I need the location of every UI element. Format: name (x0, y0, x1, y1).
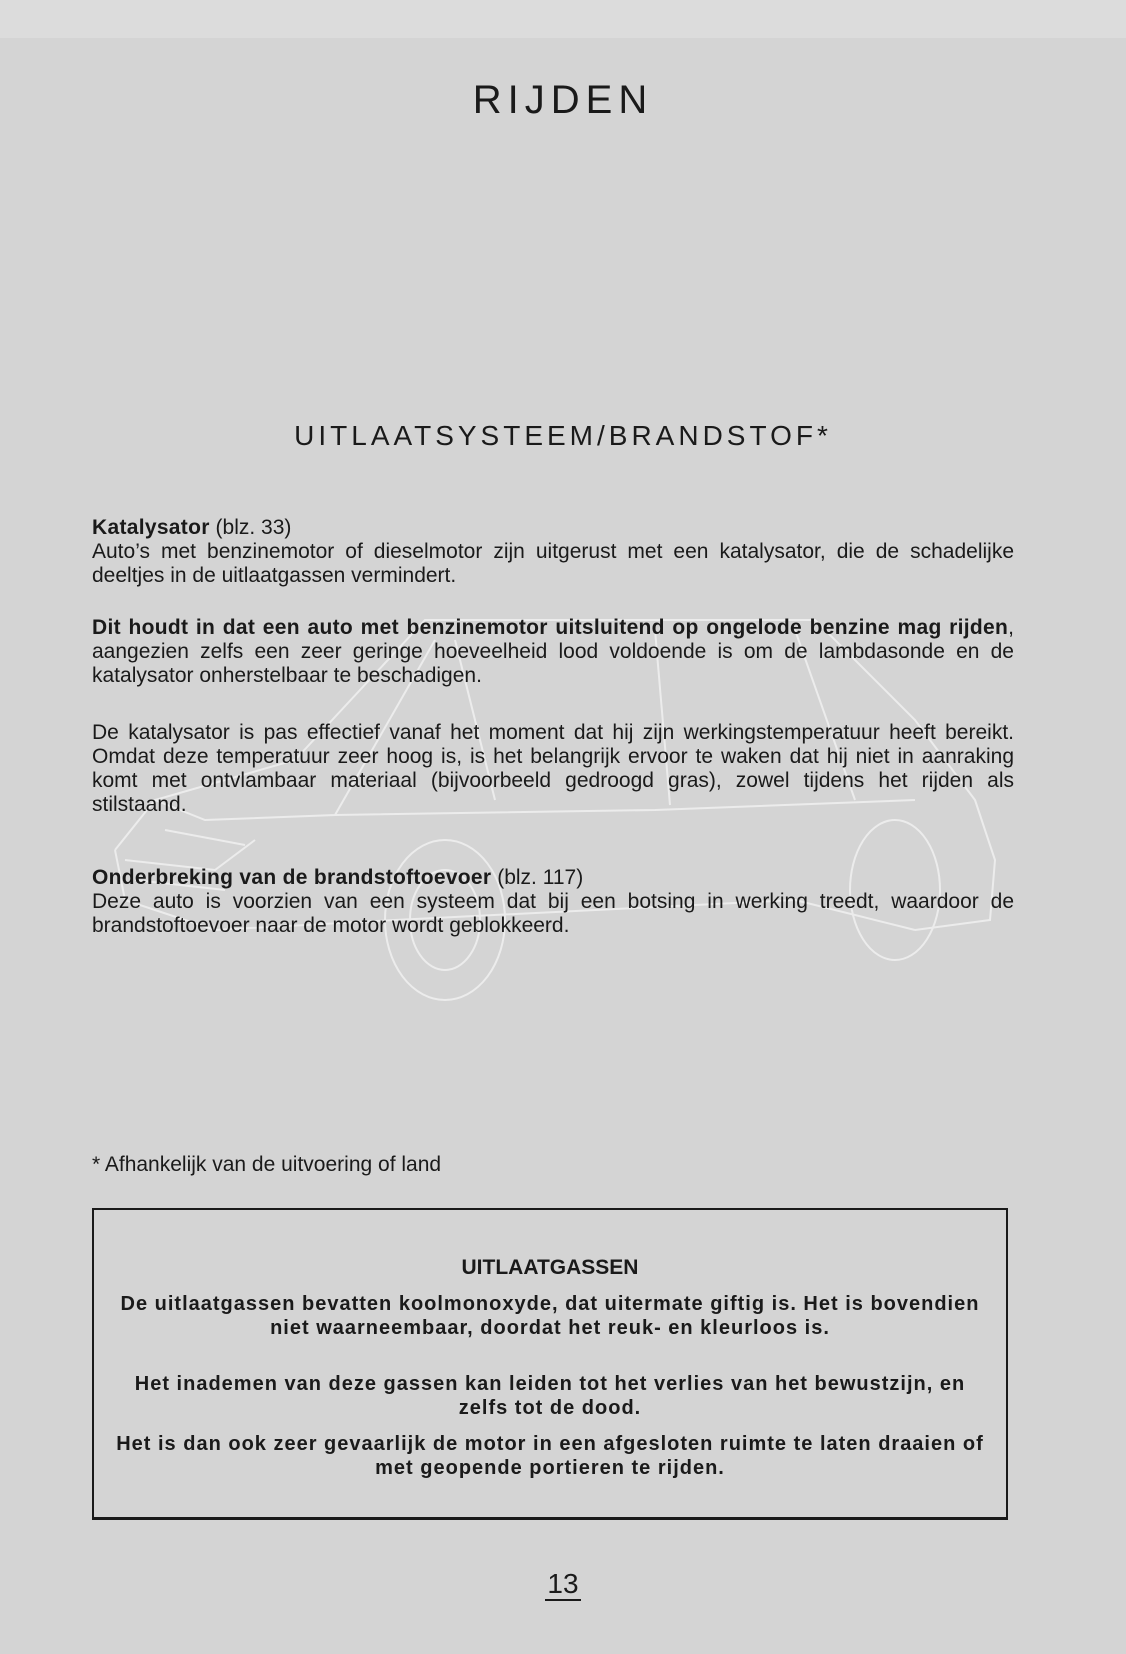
katalysator-text: Auto’s met benzinemotor of dieselmotor zijn uitgerust met een katalysator, die de schadelijke deeltjes in de uitlaatgassen vermindert. (92, 540, 1014, 587)
benzine-bold: Dit houdt in dat een auto met benzinemotor uitsluitend op ongelode benzine mag rijden (92, 616, 1009, 639)
onderbreking-text: Deze auto is voorzien van een systeem dat bij een botsing in werking treedt, waardoor de brandstoftoevoer naar de motor wordt geblokkeerd. (92, 890, 1014, 937)
katalysator-label: Katalysator (92, 516, 210, 539)
page-number (0, 1568, 1126, 1600)
temperatuur-text: De katalysator is pas effectief vanaf het moment dat hij zijn werkingstemperatuur heeft bereikt. Omdat deze temperatuur zeer hoog is, is het belangrijk ervoor te waken dat hij niet in aanraking komt met ontvlambaar materiaal (bijvoorbeeld gedroogd gras), zowel tijdens het rijden als stilstaand. (92, 721, 1014, 816)
katalysator-ref: (blz. 33) (215, 516, 292, 539)
page-number-value: 13 (547, 1568, 579, 1599)
onderbreking-label: Onderbreking van de brandstoftoevoer (92, 866, 492, 889)
warning-paragraph-2: Het inademen van deze gassen kan leiden tot het verlies van het bewustzijn, en zelfs tot de dood. (134, 1373, 966, 1419)
section-title: UITLAATSYSTEEM/BRANDSTOF* (294, 420, 832, 451)
benzine-text: , aangezien zelfs een zeer geringe hoeveelheid lood voldoende is om de lambdasonde en de katalysator onherstelbaar te beschadigen. (92, 616, 1014, 687)
benzine-paragraph (92, 616, 1014, 688)
page-title: RIJDEN (472, 78, 654, 122)
warning-box (92, 1208, 1008, 1520)
onderbreking-ref: (blz. 117) (497, 866, 584, 889)
footnote: * Afhankelijk van de uitvoering of land (92, 1153, 442, 1176)
katalysator-paragraph (92, 516, 1014, 588)
warning-paragraph-1: De uitlaatgassen bevatten koolmonoxyde, dat uitermate giftig is. Het is bovendien niet waarneembaar, doordat het reuk- en kleurloos is. (120, 1293, 980, 1339)
warning-title: UITLAATGASSEN (461, 1256, 639, 1279)
temperatuur-paragraph (92, 721, 1014, 817)
onderbreking-paragraph (92, 866, 1014, 938)
warning-paragraph-3: Het is dan ook zeer gevaarlijk de motor in een afgesloten ruimte te laten draaien of met geopende portieren te rijden. (116, 1433, 984, 1479)
